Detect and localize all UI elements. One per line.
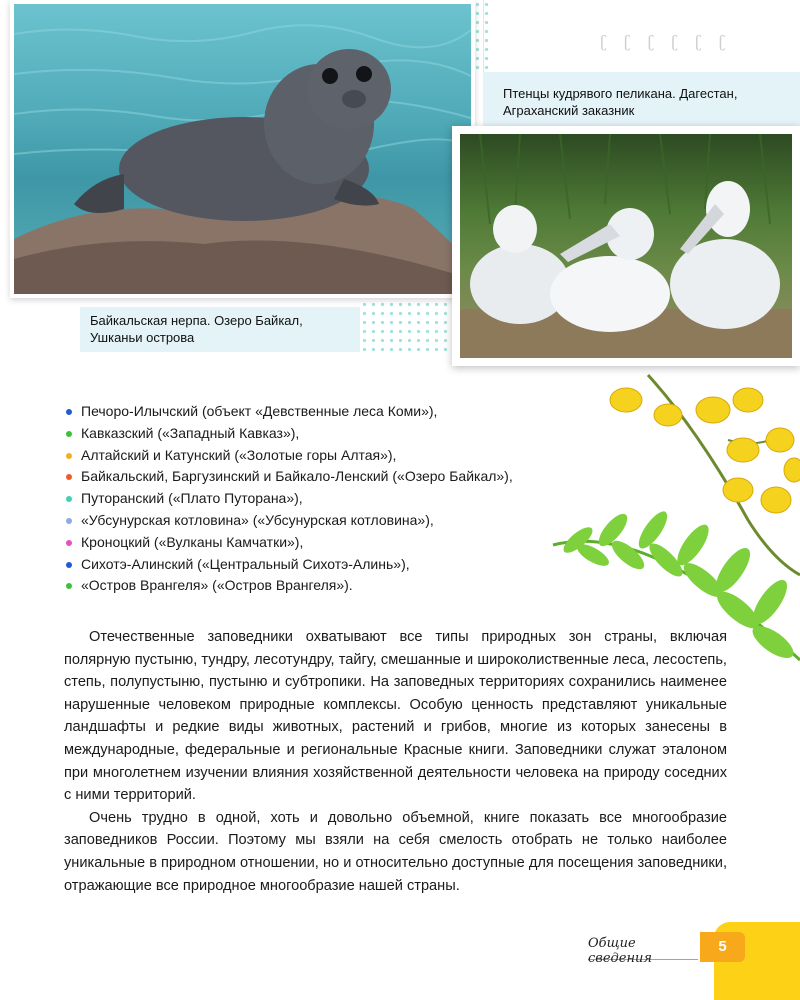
list-item: Сихотэ-Алинский («Центральный Сихотэ-Алинь»), — [64, 554, 624, 576]
list-item: Кавказский («Западный Кавказ»), — [64, 423, 624, 445]
paragraph: Отечественные заповедники охватывают все типы природных зон страны, включая полярную пустыню, тундру, лесотундру, тайгу, смешанные и широколиственные леса, лесостепь, степь, полупустыню, пустыню и субтропики. На заповедных территориях сохранились наименее нарушенные человеком природные комплексы. Особую ценность представляют уникальные ландшафты и редкие виды животных, растений и грибов, многие из которых занесены в международные, федеральные и региональные Красные книги. Заповедники служат эталоном при многолетнем изучении влияния хозяйственной деятельности человека на природу соседних с ними территорий. — [64, 629, 727, 804]
bullet-icon — [66, 496, 72, 502]
paragraph: Очень трудно в одной, хоть и довольно объемной, книге показать все многообразие заповедников России. Поэтому мы взяли на себя смелость отобрать не только наиболее уникальные в природном отношении, но и относительно доступные для посещения заповедники, отражающие все природное многообразие нашей страны. — [64, 809, 727, 894]
bullet-icon — [66, 518, 72, 524]
bullet-icon — [66, 540, 72, 546]
list-item: Алтайский и Катунский («Золотые горы Алтая»), — [64, 445, 624, 467]
body-text — [64, 626, 727, 897]
bullet-icon — [66, 431, 72, 437]
list-item: Путоранский («Плато Путорана»), — [64, 488, 624, 510]
section-title: Общие сведения — [588, 932, 698, 960]
bullet-icon — [66, 453, 72, 459]
squiggle-decoration: ʗʗʗʗʗʗ — [600, 32, 743, 51]
reserves-list — [64, 401, 624, 597]
list-item: «Убсунурская котловина» («Убсунурская котловина»), — [64, 510, 624, 532]
pelican-caption: Птенцы кудрявого пеликана. Дагестан, Аграханский заказник — [483, 72, 800, 127]
page-number: 5 — [700, 932, 745, 962]
list-item: «Остров Врангеля» («Остров Врангеля»). — [64, 575, 624, 597]
list-item: Печоро-Илычский (объект «Девственные леса Коми»), — [64, 401, 624, 423]
bullet-icon — [66, 409, 72, 415]
seal-photo — [10, 0, 475, 298]
dot-pattern-middle — [360, 300, 455, 355]
bullet-icon — [66, 474, 72, 480]
list-item: Кроноцкий («Вулканы Камчатки»), — [64, 532, 624, 554]
seal-caption: Байкальская нерпа. Озеро Байкал, Ушканьи острова — [80, 307, 360, 352]
bullet-icon — [66, 583, 72, 589]
bullet-icon — [66, 562, 72, 568]
pelican-photo — [452, 126, 800, 366]
list-item: Байкальский, Баргузинский и Байкало-Ленский («Озеро Байкал»), — [64, 466, 624, 488]
